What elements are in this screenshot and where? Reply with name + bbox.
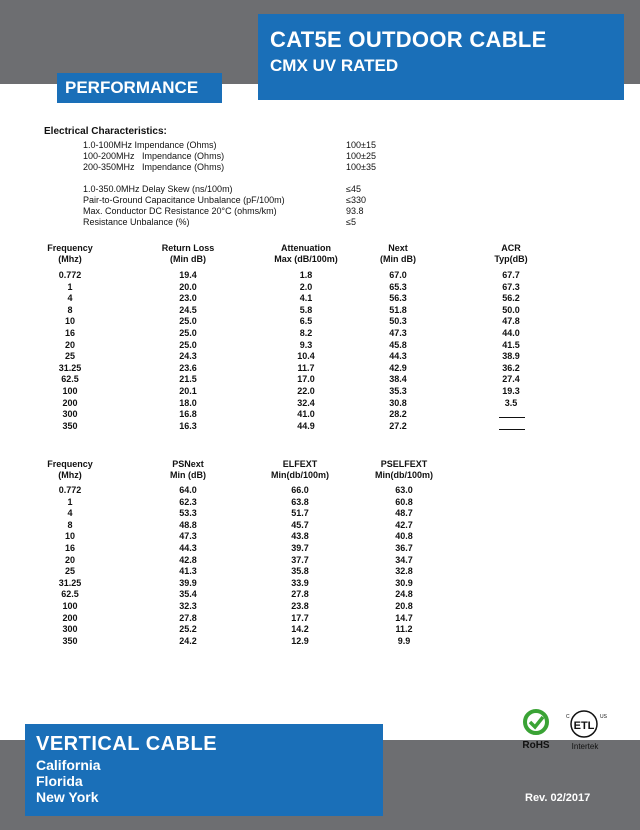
table-cell: 20.0 — [179, 281, 197, 292]
table-cell: 2.0 — [299, 281, 313, 292]
table-cell: 9.3 — [299, 339, 313, 350]
section-title: PERFORMANCE — [65, 78, 199, 97]
table-cell: 27.8 — [291, 589, 309, 600]
column-header: Min (dB) — [170, 470, 206, 480]
table-cell: 42.9 — [389, 362, 407, 373]
table-cell: 16 — [64, 543, 75, 553]
empty-value-dash — [499, 429, 525, 430]
column-header: (Mhz) — [58, 254, 82, 264]
table-cell: 24.3 — [179, 351, 197, 362]
column-header: PSNext — [172, 459, 204, 469]
table-cell: 11.7 — [297, 362, 315, 373]
electrical-label: 1.0-100MHz Impendance (Ohms) — [83, 140, 217, 150]
table-cell: 35.4 — [179, 589, 197, 600]
column-header: Frequency — [47, 243, 93, 253]
table-cell: 35.8 — [291, 566, 309, 577]
table-cell: 65.3 — [389, 281, 407, 292]
table-cell: 41.0 — [297, 409, 315, 420]
table-cell: 8 — [67, 519, 73, 530]
table-cell: 9.9 — [397, 635, 411, 646]
table-cell: 30.9 — [395, 577, 413, 588]
table-cell: 41.5 — [502, 339, 520, 350]
table-cell: 23.6 — [179, 362, 197, 373]
column-header: Attenuation — [281, 243, 331, 253]
table-cell: 51.7 — [291, 508, 309, 519]
table-cell: 16 — [64, 328, 75, 338]
table-cell: 47.3 — [179, 531, 197, 542]
electrical-label: Max. Conductor DC Resistance 20°C (ohms/km) — [83, 206, 277, 216]
electrical-value: 100±15 — [346, 140, 376, 150]
table-cell: 31.25 — [58, 577, 82, 588]
table-cell: 41.3 — [179, 566, 197, 577]
empty-value-dash — [499, 417, 525, 418]
location-new-york: New York — [36, 789, 99, 805]
table-cell: 32.3 — [179, 601, 197, 611]
table-cell: 25 — [64, 351, 75, 362]
table-cell: 200 — [62, 612, 78, 623]
table-cell: 27.8 — [179, 612, 197, 623]
table-cell: 10.4 — [297, 351, 315, 362]
table-cell: 44.3 — [179, 543, 197, 553]
table-cell: 3.5 — [504, 397, 518, 408]
revision-text: Rev. 02/2017 — [525, 792, 591, 804]
column-header: Max (dB/100m) — [274, 254, 338, 264]
table-cell: 24.5 — [179, 304, 197, 315]
table-cell: 37.7 — [291, 554, 309, 565]
table-cell: 17.0 — [297, 374, 315, 385]
table-cell: 64.0 — [179, 485, 197, 495]
table-cell: 27.2 — [389, 420, 407, 431]
table-cell: 30.8 — [389, 397, 407, 408]
table-cell: 32.4 — [297, 397, 315, 408]
table-cell: 40.8 — [395, 531, 413, 542]
table-cell: 6.5 — [299, 316, 313, 327]
column-header: ELFEXT — [282, 459, 318, 469]
table-cell: 45.7 — [291, 519, 309, 530]
table-cell: 1.8 — [299, 270, 313, 280]
table-cell: 25.0 — [179, 339, 197, 350]
electrical-value: 100±25 — [346, 151, 376, 161]
electrical-value: 100±35 — [346, 162, 376, 172]
table-cell: 38.4 — [389, 374, 407, 385]
table-cell: 10 — [64, 316, 75, 327]
table-cell: 300 — [62, 409, 78, 420]
electrical-label: Pair-to-Ground Capacitance Unbalance (pF/100m) — [83, 195, 285, 205]
table-cell: 47.8 — [502, 316, 520, 327]
table-cell: 22.0 — [297, 386, 315, 396]
intertek-label: Intertek — [571, 742, 599, 751]
table-cell: 53.3 — [179, 508, 197, 519]
table-cell: 24.2 — [179, 635, 197, 646]
table-cell: 25 — [64, 566, 75, 577]
column-header: Return Loss — [161, 243, 215, 253]
column-header: Min(db/100m) — [374, 470, 433, 480]
table-cell: 20 — [64, 554, 75, 565]
company-name: VERTICAL CABLE — [36, 733, 218, 755]
table-cell: 200 — [62, 397, 78, 408]
table-cell: 66.0 — [291, 485, 309, 495]
electrical-value: 93.8 — [346, 206, 364, 216]
table-cell: 48.8 — [179, 519, 197, 530]
table-cell: 62.5 — [61, 589, 79, 600]
table-cell: 50.0 — [502, 304, 520, 315]
table-cell: 32.8 — [395, 566, 413, 577]
electrical-title: Electrical Characteristics: — [44, 126, 167, 137]
table-cell: 1 — [67, 496, 73, 507]
table-cell: 67.3 — [502, 281, 520, 292]
location-california: California — [36, 757, 101, 773]
page-title: CAT5E OUTDOOR CABLE — [270, 27, 547, 52]
table-cell: 36.7 — [395, 543, 413, 553]
table-cell: 16.8 — [179, 409, 197, 420]
table-cell: 24.8 — [395, 589, 413, 600]
table-cell: 350 — [62, 635, 78, 646]
table-cell: 62.3 — [179, 496, 197, 507]
table-cell: 25.0 — [179, 328, 197, 338]
table-cell: 67.7 — [502, 270, 520, 280]
column-header: Frequency — [47, 459, 93, 469]
electrical-label: 100-200MHz Impendance (Ohms) — [83, 151, 225, 161]
table-cell: 34.7 — [395, 554, 413, 565]
table-cell: 28.2 — [389, 409, 407, 420]
column-header: PSELFEXT — [380, 459, 428, 469]
table-cell: 39.7 — [291, 543, 309, 553]
column-header: Next — [388, 243, 408, 253]
table-cell: 350 — [62, 420, 78, 431]
table-cell: 67.0 — [389, 270, 407, 280]
table-cell: 63.0 — [395, 485, 413, 495]
table-cell: 63.8 — [291, 496, 309, 507]
table-cell: 10 — [64, 531, 75, 542]
table-cell: 47.3 — [389, 328, 407, 338]
table-cell: 39.9 — [179, 577, 197, 588]
table-cell: 27.4 — [502, 374, 520, 385]
table-cell: 100 — [62, 601, 78, 611]
table-cell: 16.3 — [179, 420, 197, 431]
electrical-value: ≤5 — [346, 217, 356, 227]
table-cell: 8 — [67, 304, 73, 315]
table-cell: 31.25 — [58, 362, 82, 373]
table-cell: 35.3 — [389, 386, 407, 396]
table-cell: 4.1 — [299, 293, 313, 304]
table-cell: 21.5 — [179, 374, 197, 385]
table-cell: 48.7 — [395, 508, 413, 519]
svg-text:C: C — [566, 714, 570, 720]
table-cell: 23.0 — [179, 293, 197, 304]
table-cell: 4 — [67, 293, 73, 304]
table-cell: 43.8 — [291, 531, 309, 542]
table-cell: 11.2 — [395, 624, 413, 635]
table-cell: 12.9 — [291, 635, 309, 646]
table-cell: 62.5 — [61, 374, 79, 385]
table-cell: 60.8 — [395, 496, 413, 507]
table-cell: 100 — [62, 386, 78, 396]
table-cell: 44.9 — [297, 420, 315, 431]
table-cell: 14.7 — [395, 612, 413, 623]
electrical-value: ≤330 — [346, 195, 366, 205]
table-cell: 20.8 — [395, 601, 413, 611]
electrical-label: 1.0-350.0MHz Delay Skew (ns/100m) — [83, 184, 233, 194]
column-header: (Min dB) — [380, 254, 416, 264]
electrical-value: ≤45 — [346, 184, 361, 194]
table-cell: 20 — [64, 339, 75, 350]
table-cell: 25.2 — [179, 624, 197, 635]
table-cell: 19.3 — [502, 386, 520, 396]
table-cell: 42.8 — [179, 554, 197, 565]
table-cell: 23.8 — [291, 601, 309, 611]
table-cell: 25.0 — [179, 316, 197, 327]
table-cell: 5.8 — [299, 304, 313, 315]
table-cell: 0.772 — [58, 485, 82, 495]
electrical-label: Resistance Unbalance (%) — [83, 217, 190, 227]
table-cell: 44.0 — [502, 328, 520, 338]
page-subtitle: CMX UV RATED — [270, 56, 399, 75]
table-cell: 4 — [67, 508, 73, 519]
table-cell: 300 — [62, 624, 78, 635]
table-cell: 8.2 — [299, 328, 313, 338]
location-florida: Florida — [36, 773, 83, 789]
table-cell: 50.3 — [389, 316, 407, 327]
table-cell: 38.9 — [502, 351, 520, 362]
table-cell: 42.7 — [395, 519, 413, 530]
column-header: (Mhz) — [58, 470, 82, 480]
table-cell: 20.1 — [179, 386, 197, 396]
table-cell: 44.3 — [389, 351, 407, 362]
table-cell: 17.7 — [291, 612, 309, 623]
table-cell: 1 — [67, 281, 73, 292]
table-cell: 18.0 — [179, 397, 197, 408]
table-cell: 56.2 — [502, 293, 520, 304]
electrical-label: 200-350MHz Impendance (Ohms) — [83, 162, 225, 172]
table-cell: 19.4 — [179, 270, 197, 280]
column-header: Typ(dB) — [494, 254, 528, 264]
svg-text:ETL: ETL — [573, 720, 595, 732]
table-cell: 33.9 — [291, 577, 309, 588]
table-cell: 51.8 — [389, 304, 407, 315]
column-header: Min(db/100m) — [270, 470, 329, 480]
table-cell: 0.772 — [58, 270, 82, 280]
table-cell: 14.2 — [291, 624, 309, 635]
table-cell: 45.8 — [389, 339, 407, 350]
table-cell: 36.2 — [502, 362, 520, 373]
table-cell: 56.3 — [389, 293, 407, 304]
rohs-label: RoHS — [522, 740, 550, 751]
column-header: ACR — [501, 243, 521, 253]
column-header: (Min dB) — [170, 254, 206, 264]
svg-text:US: US — [600, 714, 607, 720]
